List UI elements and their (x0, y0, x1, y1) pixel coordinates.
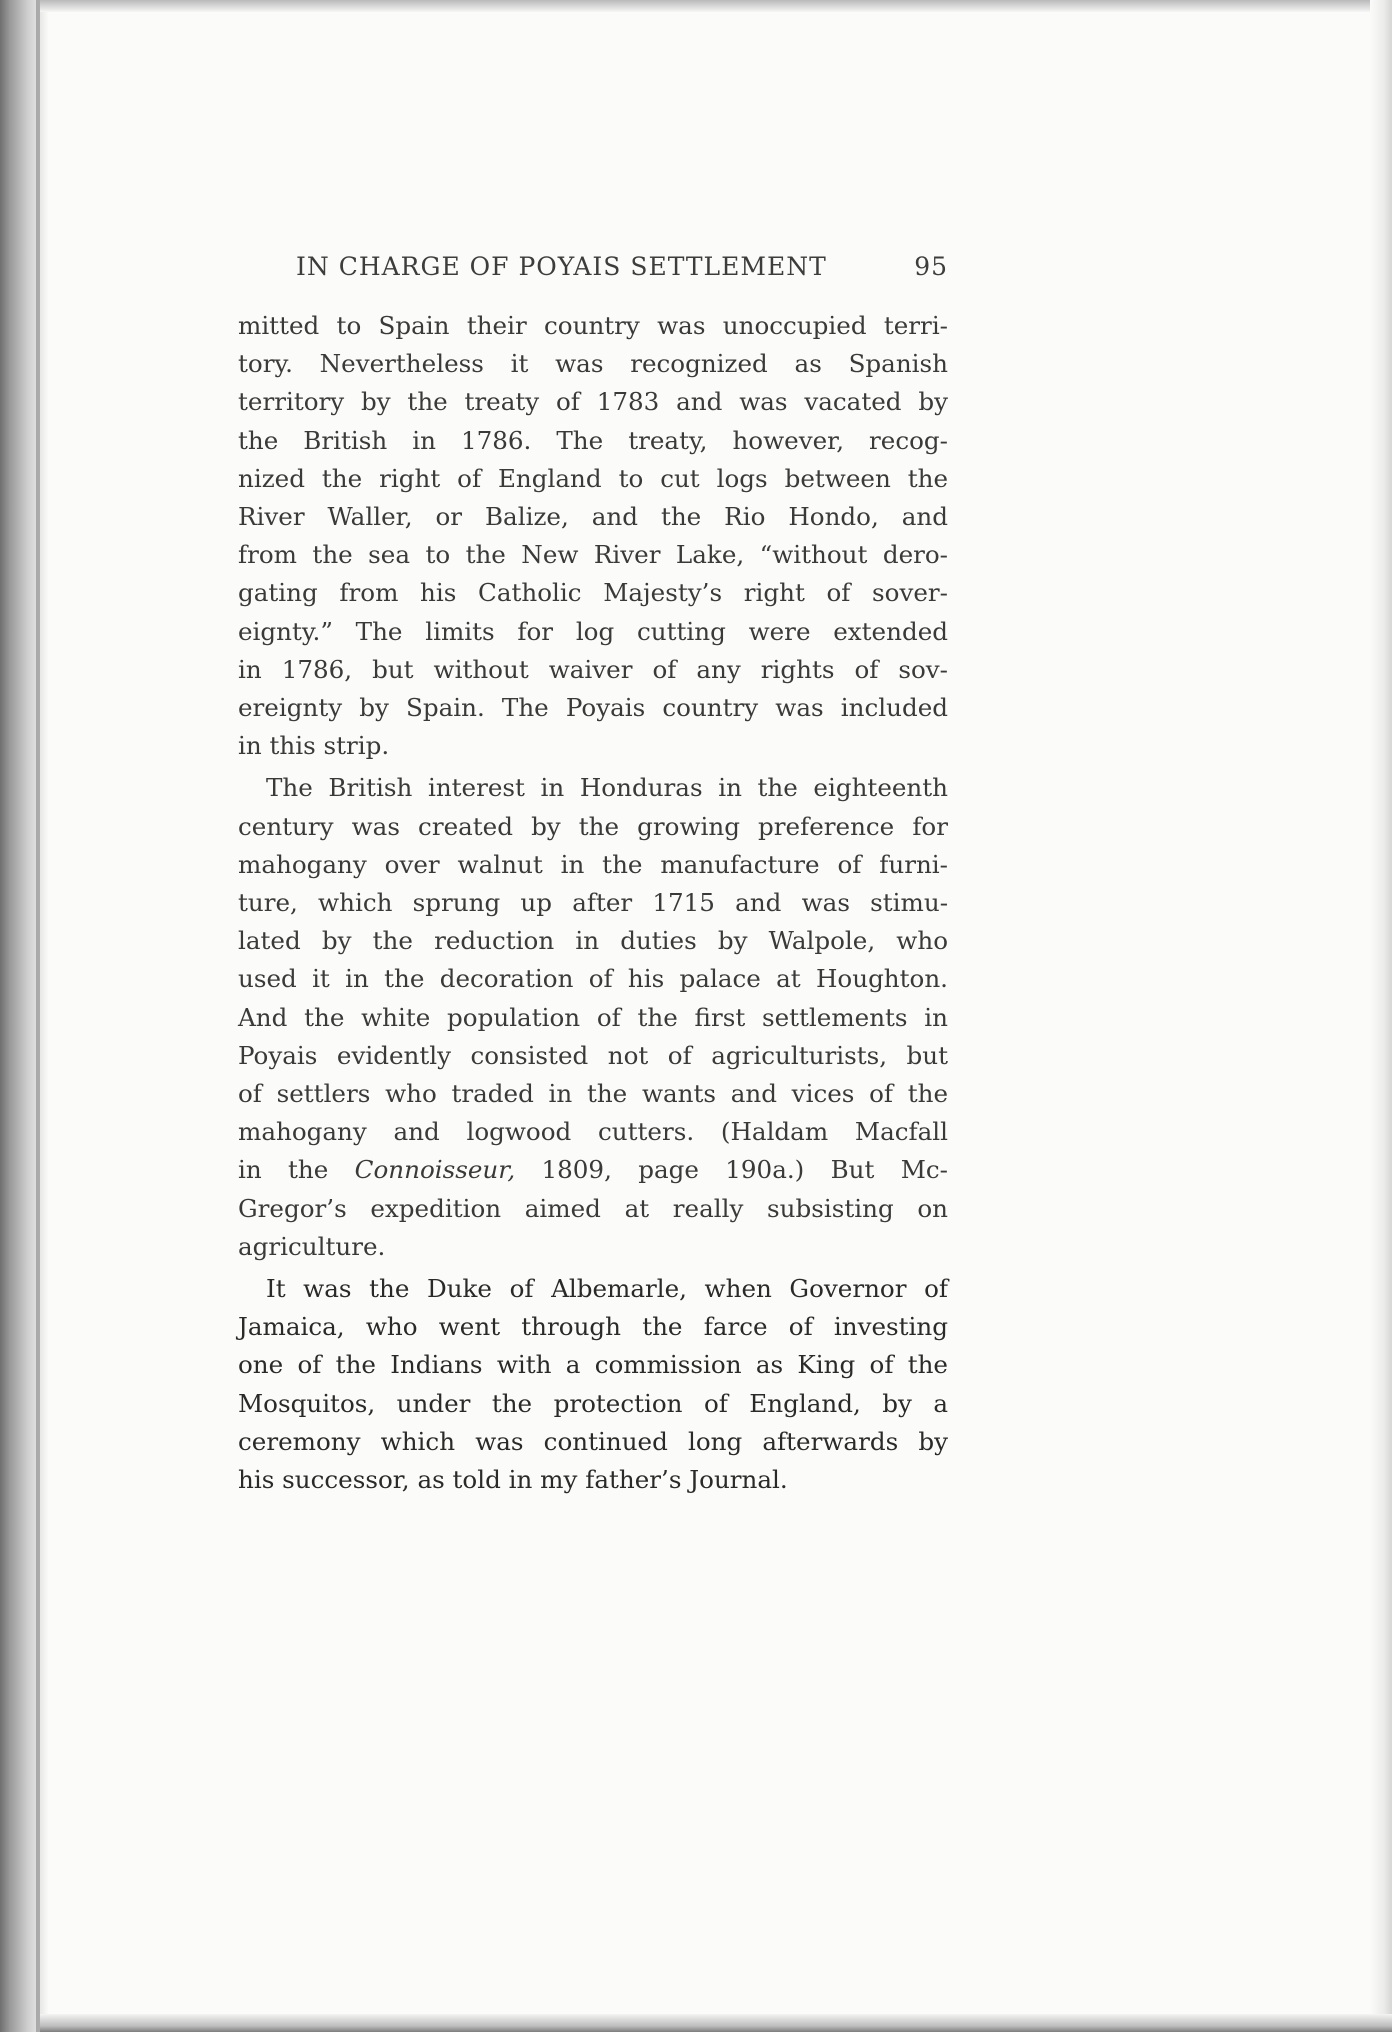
text-line: Mosquitos, under the protection of England, by a (238, 1388, 948, 1418)
text-line: River Waller, or Balize, and the Rio Hondo, and (238, 502, 948, 532)
text-line: agriculture. (238, 1231, 386, 1261)
citation-line (238, 1151, 948, 1189)
page-binding-edge (36, 0, 40, 2032)
text-line: nized the right of England to cut logs between the (238, 463, 948, 493)
citation-title: Connoisseur, (354, 1155, 516, 1185)
page-top-edge (40, 0, 1392, 12)
page-number: 95 (914, 252, 948, 281)
text-line: And the white population of the first settlements in (238, 1002, 948, 1032)
text-line: It was the Duke of Albemarle, when Governor of (266, 1274, 948, 1304)
text-line: ture, which sprung up after 1715 and was stimu- (238, 888, 948, 918)
text-line: Jamaica, who went through the farce of investing (238, 1312, 948, 1342)
text-line: eignty.” The limits for log cutting were extended (238, 616, 948, 646)
page-bottom-edge (40, 2014, 1392, 2032)
citation-after: 1809, page 190a.) But Mc- (541, 1155, 948, 1185)
text-line: the British in 1786. The treaty, however, recog- (238, 425, 948, 455)
text-line: one of the Indians with a commission as King of the (238, 1350, 948, 1380)
text-line: of settlers who traded in the wants and vices of the (238, 1079, 948, 1109)
text-line: in 1786, but without waiver of any rights of sov- (238, 654, 948, 684)
text-line: lated by the reduction in duties by Walpole, who (238, 926, 948, 956)
text-line: tory. Nevertheless it was recognized as Spanish (238, 349, 948, 379)
page-binding-shadow (0, 0, 48, 2032)
text-line: mitted to Spain their country was unoccupied terri- (238, 311, 948, 340)
text-line: ereignty by Spain. The Poyais country was included (238, 693, 948, 723)
running-head-title: IN CHARGE OF POYAIS SETTLEMENT (296, 252, 827, 281)
running-head (296, 252, 948, 281)
text-line: Gregor’s expedition aimed at really subsisting on (238, 1193, 948, 1223)
paragraph-2 (238, 769, 948, 1266)
paragraph-1 (238, 307, 948, 765)
text-line: his successor, as told in my father’s Journal. (238, 1465, 788, 1495)
text-line: used it in the decoration of his palace at Houghton. (238, 964, 948, 994)
page-body (238, 252, 948, 1499)
text-line: ceremony which was continued long afterwards by (238, 1426, 948, 1456)
text-line: The British interest in Honduras in the eighteenth (266, 773, 948, 803)
text-line: in this strip. (238, 731, 390, 761)
text-line: mahogany over walnut in the manufacture of furni- (238, 849, 948, 879)
page-right-edge (1370, 0, 1392, 2032)
text-line: from the sea to the New River Lake, “without dero- (238, 540, 948, 570)
paragraph-3 (238, 1270, 948, 1499)
text-line: gating from his Catholic Majesty’s right of sover- (238, 578, 948, 608)
text-line: territory by the treaty of 1783 and was vacated by (238, 387, 948, 417)
text-line: Poyais evidently consisted not of agriculturists, but (238, 1040, 948, 1070)
text-line: mahogany and logwood cutters. (Haldam Macfall (238, 1117, 948, 1147)
citation-before: in the (238, 1155, 329, 1185)
text-line: century was created by the growing preference for (238, 811, 948, 841)
